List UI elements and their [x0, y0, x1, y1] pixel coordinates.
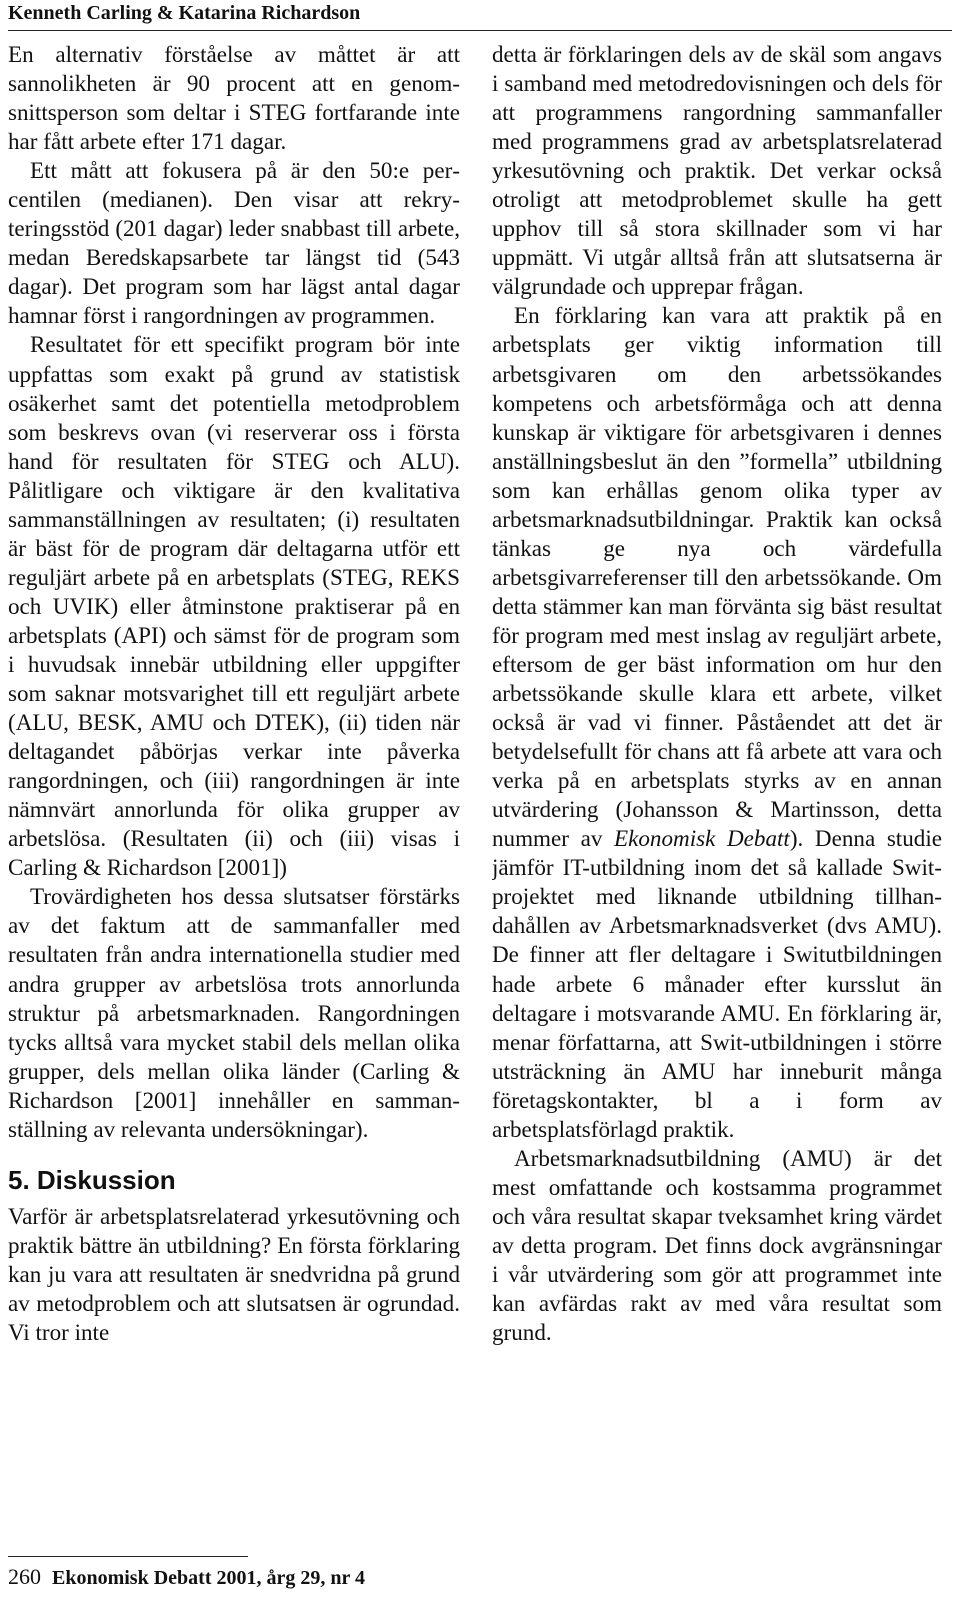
right-column: [492, 40, 942, 1520]
page-footer: [8, 1563, 365, 1593]
left-column: [8, 40, 460, 1520]
paragraph: [492, 301, 942, 1143]
paragraph: Resultatet för ett specifikt program bör inte uppfattas som exakt på grund av statistisk osäkerhet samt det potentiella metodproblem som beskrevs ovan (vi reserverar oss i första hand för resultaten för STEG och ALU). Pålitligare och viktigare är den kvalitativa sammanställningen av resultaten; (i) resultaten är bäst för de program där deltagarna utför ett reguljärt arbete på en arbetsplats (STEG, REKS och UVIK) eller åtminstone praktiserar på en arbetsplats (API) och sämst för de program som i huvudsak innebär utbildning eller uppgifter som saknar motsvarighet till ett reguljärt arbete (ALU, BESK, AMU och DTEK), (ii) tiden när deltagandet påbörjas verkar inte påverka rangordningen, och (iii) rangordningen är inte nämnvärt annorlunda för olika grupper av arbetslösa. (Resultaten (ii) och (iii) visas i Carling & Richardson [2001]): [8, 331, 460, 881]
footer-divider: [8, 1556, 248, 1557]
paragraph: Arbetsmarknadsutbildning (AMU) är det mest omfattande och kostsamma programmet och våra resultat skapar tveksamhet kring värdet av detta program. Det finns dock avgränsningar i vår utvärdering som gör att programmet inte kan avfärdas rakt av med våra resultat som grund.: [492, 1144, 942, 1346]
running-head: [8, 0, 952, 31]
paragraph: En alternativ förståelse av måttet är att sannolikheten är 90 procent att en genomsnittsperson som deltar i STEG fortfarande inte har fått arbete efter 171 dagar.: [8, 41, 460, 155]
section-heading: 5. Diskussion: [8, 1164, 176, 1195]
paragraph-text: En förklaring kan vara att praktik på en arbetsplats ger viktig information till arbetsgivaren om den arbetssökandes kompetens och arbetsförmåga och att denna kunskap är viktigare för arbetsgivaren i dennes anställningsbeslut än den ”formella” utbildning som kan erhållas genom olika typer av arbetsmarknadsutbildningar. Praktik kan också tänkas ge nya och värdefulla arbetsgivarreferenser till den arbetssökande. Om detta stämmer kan man förvänta sig bäst resultat för program med mest inslag av reguljärt arbete, eftersom de ger bäst information om hur den arbetssökande skulle klara ett arbete, vilket också är vad vi finner. Påståendet att det är betydelsefullt för chans att få arbete att vara och verka på en arbetsplats styrks av en annan utvärdering (Johansson & Martinsson, detta nummer av: [492, 302, 942, 852]
running-head-authors: Kenneth Carling & Katarina Richardson: [8, 2, 361, 24]
journal-title-italic: Ekonomisk Debatt: [614, 825, 790, 852]
paragraph: Ett mått att fokusera på är den 50:e percentilen (medianen). Den visar att rekryteringsstöd (201 dagar) leder snabbast till arbete, medan Beredskapsarbete tar längst tid (543 dagar). Det program som har lägst antal dagar hamnar först i rangordningen av programmen.: [8, 157, 460, 329]
paragraph: detta är förklaringen dels av de skäl som angavs i samband med metodredovisningen och dels för att programmens rangordning sammanfaller med programmens grad av arbetsplatsrelaterad yrkesutövning och praktik. Det verkar också otroligt att metodproblemet skulle ha gett upphov till så stora skillnader som vi har uppmätt. Vi utgår alltså från att slutsatserna är välgrundade och upprepar frågan.: [492, 41, 942, 300]
paragraph: Varför är arbetsplatsrelaterad yrkesutövning och praktik bättre än utbildning? En första förklaring kan ju vara att resultaten är snedvridna på grund av metodproblem och att slutsatsen är ogrundad. Vi tror inte: [8, 1202, 460, 1345]
journal-citation: Ekonomisk Debatt 2001, årg 29, nr 4: [52, 1567, 365, 1589]
page-number: 260: [8, 1564, 41, 1589]
paragraph-text: ). Denna studie jämför IT-utbildning inom det så kallade Switprojektet med liknande utbildning tillhandahållen av Arbetsmarknadsverket (dvs AMU). De finner att fler deltagare i Switutbildningen hade arbete 6 månader efter kursslut än deltagare i motsvarande AMU. En förklaring är, menar författarna, att Swit-utbildningen i större utsträckning än AMU har inneburit många företagskontakter, bl a i form av arbetsplatsförlagd praktik.: [492, 825, 942, 1142]
paragraph: Trovärdigheten hos dessa slutsatser förstärks av det faktum att de sammanfaller med resultaten från andra internationella studier med andra grupper av arbetslösa trots annorlunda struktur på arbetsmarknaden. Rangordningen tycks alltså vara mycket stabil dels mellan olika grupper, dels mellan olika länder (Carling & Richardson [2001] innehåller en sammanställning av relevanta undersökningar).: [8, 883, 460, 1142]
